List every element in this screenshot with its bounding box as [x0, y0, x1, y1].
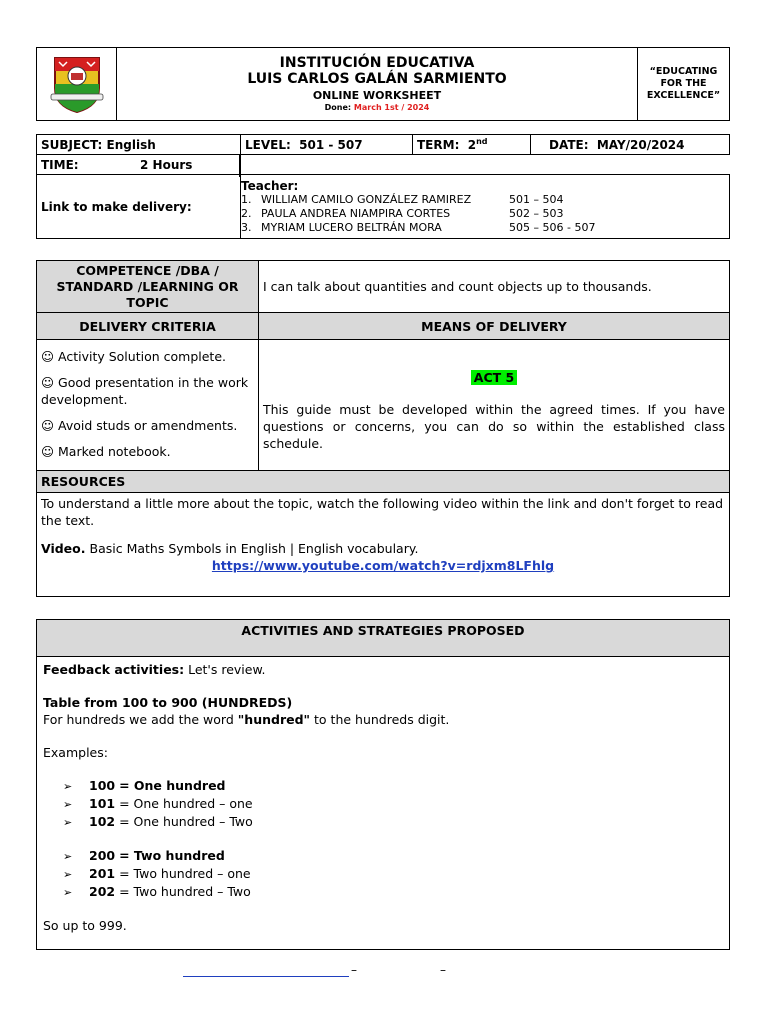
list-item: ➢ 200 = Two hundred [63, 847, 723, 865]
teacher-label: Teacher: [241, 178, 299, 193]
header-table [36, 47, 730, 121]
worksheet-label: ONLINE WORKSHEET [312, 89, 442, 102]
means-of-delivery-cell [259, 340, 730, 471]
feedback-line: Feedback activities: Let's review. [43, 662, 266, 677]
closing-line: So up to 999. [43, 918, 127, 933]
list-item: ➢ 102 = One hundred – Two [63, 813, 723, 831]
teacher-row: 3. MYRIAM LUCERO BELTRÁN MORA 505 – 506 - 507 [241, 220, 596, 234]
criteria-item: ☺ Activity Solution complete. [41, 349, 226, 364]
criteria-item: ☺ Avoid studs or amendments. [41, 418, 238, 433]
act-badge: ACT 5 [471, 370, 517, 385]
resources-label: RESOURCES [37, 471, 730, 493]
time-label: TIME: [37, 155, 241, 175]
list-item: ➢ 100 = One hundred [63, 777, 723, 795]
delivery-criteria-list [37, 340, 259, 471]
school-crest-icon [49, 50, 105, 114]
criteria-item: ☺ Marked notebook. [41, 444, 171, 459]
time-value-cell: 2 Hours [136, 155, 240, 177]
resources-intro: To understand a little more about the topic, watch the following video within the link and don't forget to read the text. [41, 496, 724, 528]
criteria-item: ☺ Good presentation in the work development. [41, 375, 249, 407]
activities-title: ACTIVITIES AND STRATEGIES PROPOSED [37, 620, 729, 657]
examples-label: Examples: [43, 745, 108, 760]
table-title: Table from 100 to 900 (HUNDREDS) [43, 695, 293, 710]
activities-body [37, 657, 729, 938]
rule-line: For hundreds we add the word "hundred" to the hundreds digit. [43, 712, 450, 727]
resources-body [37, 493, 730, 597]
activities-box [36, 619, 730, 950]
institution-title-cell [117, 48, 638, 121]
examples-list-hundred [43, 777, 723, 831]
teacher-row: 2. PAULA ANDREA NIAMPIRA CORTES 502 – 503 [241, 206, 564, 220]
done-date: Done: March 1st / 2024 [324, 103, 430, 112]
time-row-rest [241, 155, 730, 175]
examples-list-two-hundred [43, 847, 723, 901]
teacher-list [241, 175, 730, 239]
video-line: Video. Basic Maths Symbols in English | English vocabulary. [41, 541, 419, 556]
competence-text: I can talk about quantities and count objects up to thousands. [259, 261, 730, 313]
link-label: Link to make delivery: [37, 175, 241, 239]
means-of-delivery-label: MEANS OF DELIVERY [259, 313, 730, 340]
delivery-criteria-label: DELIVERY CRITERIA [37, 313, 259, 340]
main-table [36, 260, 730, 597]
date-cell: DATE: MAY/20/2024 [531, 135, 730, 155]
subject-cell: SUBJECT: English [37, 135, 241, 155]
motto-cell: “EDUCATING FOR THE EXCELLENCE” [638, 48, 730, 121]
institution-line-2: LUIS CARLOS GALÁN SARMIENTO [247, 71, 507, 87]
list-item: ➢ 101 = One hundred – one [63, 795, 723, 813]
info-table [36, 134, 730, 239]
term-cell: TERM: 2nd [413, 135, 531, 155]
footer-dash: – [440, 963, 446, 977]
list-item: ➢ 202 = Two hundred – Two [63, 883, 723, 901]
competence-label: COMPETENCE /DBA / STANDARD /LEARNING OR TOPIC [37, 261, 259, 313]
level-cell: LEVEL: 501 - 507 [241, 135, 413, 155]
crest-cell [37, 48, 117, 121]
footer-link-line [183, 976, 349, 977]
footer-dash: – [351, 963, 357, 977]
teacher-row: 1. WILLIAM CAMILO GONZÁLEZ RAMIREZ 501 – 504 [241, 192, 564, 206]
means-text: This guide must be developed within the agreed times. If you have questions or concerns, you can do so within the established class schedule. [263, 402, 725, 451]
institution-line-1: INSTITUCIÓN EDUCATIVA [279, 55, 475, 71]
list-item: ➢ 201 = Two hundred – one [63, 865, 723, 883]
video-link[interactable]: https://www.youtube.com/watch?v=rdjxm8LFhlg [211, 558, 555, 573]
